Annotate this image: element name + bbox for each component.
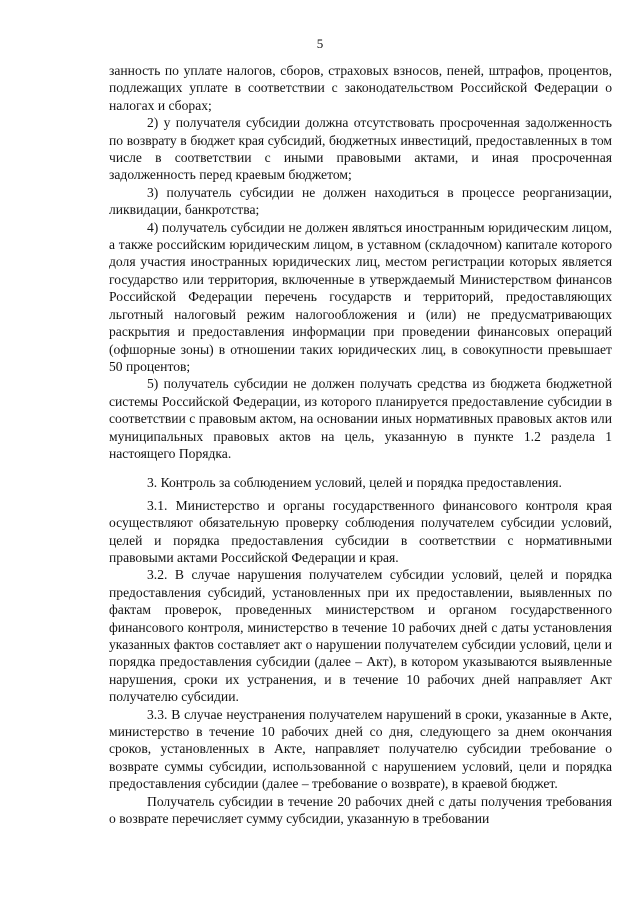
paragraph-continuation: занность по уплате налогов, сборов, страховых взносов, пеней, штрафов, процентов, подлежащих уплате в соответствии с законодательством Российской Федерации о налогах и сборах; [109, 63, 612, 113]
paragraph-3-2: 3.2. В случае нарушения получателем субсидии условий, целей и порядка предоставления субсидий, установленных при их предоставлении, выявленных по фактам проверок, проведенных министерством и органом государственного финансового контроля, министерство в течение 10 рабочих дней с даты установления указанных фактов составляет акт о нарушении получателем субсидии условий, цели и порядка предоставления субсидии (далее – Акт), в котором указываются выявленные нарушения, сроки их устранения, и в течение 10 рабочих дней направляет Акт получателю субсидии. [109, 567, 612, 705]
paragraph-item-4: 4) получатель субсидии не должен являться иностранным юридическим лицом, а также российским юридическим лицом, в уставном (складочном) капитале которого доля участия иностранных юридических лиц, местом регистрации которых является государство или территория, включенные в утверждаемый Министерством финансов Российской Федерации перечень государств и территорий, предоставляющих льготный налоговый режим налогообложения и (или) не предусматривающих раскрытия и предоставления информации при проведении финансовых операций (офшорные зоны) в отношении таких юридических лиц, в совокупности превышает 50 процентов; [109, 219, 612, 374]
paragraph-3-3: 3.3. В случае неустранения получателем нарушений в сроки, указанные в Акте, министерство в течение 10 рабочих дней со дня, следующего за днем окончания сроков, установленных в Акте, направляет получателю субсидии требование о возврате суммы субсидии, использованной с нарушением условий, цели и порядка предоставления субсидии (далее – требование о возврате), в краевой бюджет. [109, 706, 612, 792]
page-number: 5 [316, 36, 324, 51]
paragraph-3-1: 3.1. Министерство и органы государственного финансового контроля края осуществляют обязательную проверку соблюдения получателем субсидии условий, целей и порядка предоставления субсидии в соответствии с нормативными правовыми актами Российской Федерации и края. [109, 497, 612, 565]
paragraph-item-2: 2) у получателя субсидии должна отсутствовать просроченная задолженность по возврату в бюджет края субсидий, бюджетных инвестиций, предоставленных в том числе в соответствии с иными правовыми актами, и иная просроченная задолженность перед краевым бюджетом; [109, 115, 612, 183]
paragraph-return-terms: Получатель субсидии в течение 20 рабочих дней с даты получения требования о возврате перечисляет сумму субсидии, указанную в требовании [109, 793, 612, 827]
document-body [109, 62, 612, 827]
paragraph-item-3: 3) получатель субсидии не должен находиться в процессе реорганизации, ликвидации, банкротства; [109, 184, 612, 218]
paragraph-item-5: 5) получатель субсидии не должен получать средства из бюджета бюджетной системы Российской Федерации, из которого планируется предоставление субсидии в соответствии с правовым актом, на основании иных нормативных правовых актов или муниципальных правовых актов на цель, указанную в пункте 1.2 раздела 1 настоящего Порядка. [109, 376, 612, 461]
section-heading-3: 3. Контроль за соблюдением условий, целей и порядка предоставления. [147, 475, 562, 491]
